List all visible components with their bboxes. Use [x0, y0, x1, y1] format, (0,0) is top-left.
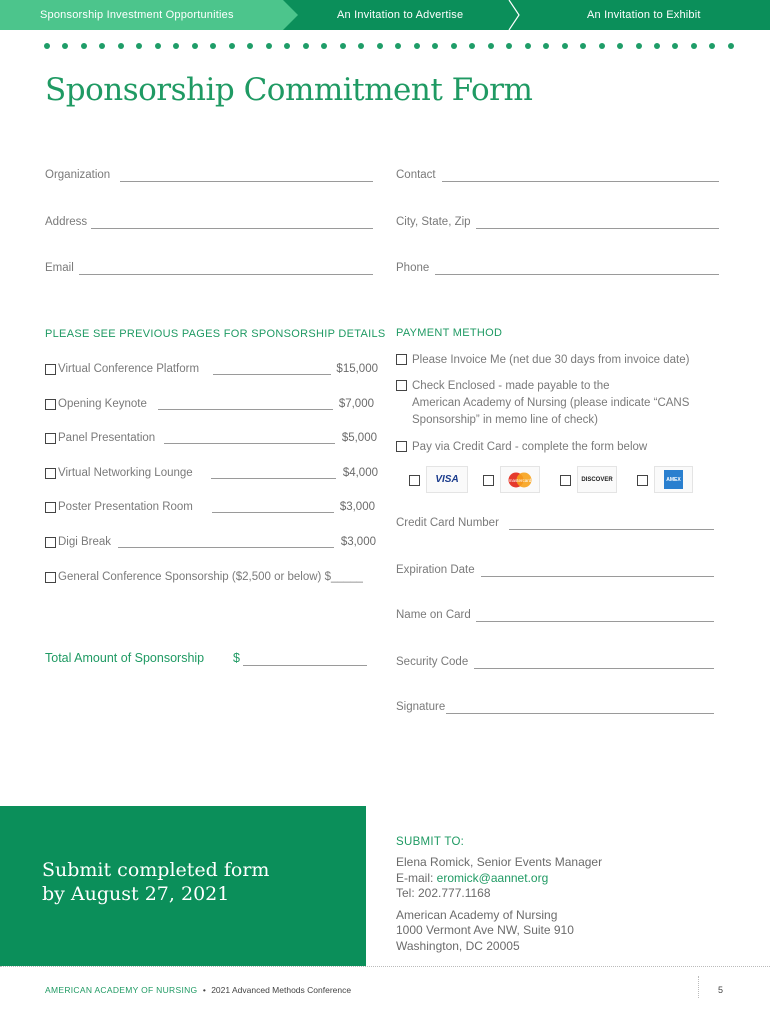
- submit-to-heading: SUBMIT TO:: [396, 836, 465, 848]
- visa-icon: VISA: [426, 466, 468, 493]
- tab-sponsorship-investment[interactable]: [0, 0, 283, 30]
- name-on-card-field[interactable]: [476, 621, 714, 622]
- check-label-line1: Check Enclosed - made payable to the: [412, 380, 610, 392]
- divider-dot: [173, 43, 179, 49]
- expiration-field[interactable]: [481, 576, 714, 577]
- footer-bullet: •: [202, 985, 206, 995]
- contact-label: Contact: [396, 169, 436, 181]
- footer-text: [45, 985, 351, 995]
- sponsorship-item-price: $3,000: [339, 501, 375, 513]
- divider-dot: [62, 43, 68, 49]
- divider-dot: [247, 43, 253, 49]
- svg-text:mastercard: mastercard: [508, 477, 532, 483]
- signature-label: Signature: [396, 701, 446, 713]
- contact-name: Elena Romick, Senior Events Manager: [396, 855, 603, 869]
- organization-label: Organization: [45, 169, 111, 181]
- tab-exhibit[interactable]: [587, 0, 701, 30]
- sponsorship-item-label: Poster Presentation Room: [58, 501, 193, 513]
- divider-dot: [543, 43, 549, 49]
- security-code-label: Security Code: [396, 656, 469, 668]
- divider-dot: [599, 43, 605, 49]
- payment-heading: PAYMENT METHOD: [396, 327, 503, 339]
- credit-card-checkbox[interactable]: [396, 441, 407, 452]
- sponsorship-heading: PLEASE SEE PREVIOUS PAGES FOR SPONSORSHIP DETAILS: [45, 328, 386, 340]
- divider-dot: [321, 43, 327, 49]
- page-number: 5: [718, 985, 724, 995]
- address-label: Address: [45, 216, 88, 228]
- divider-dot: [506, 43, 512, 49]
- check-label-line3: Sponsorship” in memo line of check): [412, 414, 598, 426]
- sponsorship-item-label: Virtual Networking Lounge: [58, 467, 193, 479]
- divider-dot: [562, 43, 568, 49]
- footer-page-divider: [698, 976, 699, 998]
- tab-label: An Invitation to Exhibit: [587, 9, 701, 21]
- submit-deadline-text: [42, 858, 269, 906]
- divider-dot: [691, 43, 697, 49]
- sponsorship-checkbox[interactable]: [45, 364, 56, 375]
- phone-label: Phone: [396, 262, 430, 274]
- sponsorship-item-line: [118, 547, 334, 548]
- divider-dot: [358, 43, 364, 49]
- contact-city: Washington, DC 20005: [396, 939, 520, 953]
- name-on-card-label: Name on Card: [396, 609, 471, 621]
- contact-street: 1000 Vermont Ave NW, Suite 910: [396, 923, 574, 937]
- sponsorship-item-price: $15,000: [336, 363, 378, 375]
- sponsorship-checkbox[interactable]: [45, 537, 56, 548]
- footer-divider: [0, 966, 770, 967]
- card-number-label: Credit Card Number: [396, 517, 499, 529]
- divider-dot: [377, 43, 383, 49]
- amex-checkbox[interactable]: [637, 475, 648, 486]
- mastercard-icon: [500, 466, 540, 493]
- divider-dot: [340, 43, 346, 49]
- sponsorship-item-line: [164, 443, 335, 444]
- contact-org: American Academy of Nursing: [396, 908, 558, 922]
- visa-checkbox[interactable]: [409, 475, 420, 486]
- sponsorship-item-label: Digi Break: [58, 536, 112, 548]
- contact-field[interactable]: [442, 181, 719, 182]
- divider-dot: [672, 43, 678, 49]
- sponsorship-checkbox[interactable]: [45, 468, 56, 479]
- divider-dot: [654, 43, 660, 49]
- phone-field[interactable]: [435, 274, 719, 275]
- invoice-checkbox[interactable]: [396, 354, 407, 365]
- divider-dot: [617, 43, 623, 49]
- sponsorship-item-label: Panel Presentation: [58, 432, 156, 444]
- check-checkbox[interactable]: [396, 380, 407, 391]
- divider-dot: [284, 43, 290, 49]
- tab-arrow: [283, 0, 298, 30]
- divider-dot: [488, 43, 494, 49]
- sponsorship-item-line: [158, 409, 333, 410]
- divider-dot: [451, 43, 457, 49]
- total-amount-field[interactable]: [243, 665, 367, 666]
- sponsorship-item-label: Opening Keynote: [58, 398, 147, 410]
- submit-deadline-line2: by August 27, 2021: [42, 883, 230, 905]
- dot-divider: [44, 43, 734, 53]
- divider-dot: [210, 43, 216, 49]
- amex-icon: AMEX: [654, 466, 693, 493]
- sponsorship-item-price: $7,000: [338, 398, 374, 410]
- invoice-label: Please Invoice Me (net due 30 days from invoice date): [412, 354, 690, 366]
- credit-card-label: Pay via Credit Card - complete the form below: [412, 441, 648, 453]
- discover-checkbox[interactable]: [560, 475, 571, 486]
- chevron-right-icon: [505, 0, 525, 30]
- check-label-line2: American Academy of Nursing (please indicate “CANS: [412, 397, 690, 409]
- page-title: Sponsorship Commitment Form: [45, 72, 533, 108]
- divider-dot: [136, 43, 142, 49]
- sponsorship-item-price: $3,000: [340, 536, 376, 548]
- city-state-zip-label: City, State, Zip: [396, 216, 471, 228]
- sponsorship-checkbox[interactable]: [45, 502, 56, 513]
- divider-dot: [469, 43, 475, 49]
- address-field[interactable]: [91, 228, 373, 229]
- divider-dot: [395, 43, 401, 49]
- footer-event: 2021 Advanced Methods Conference: [211, 985, 352, 995]
- divider-dot: [709, 43, 715, 49]
- tab-label: Sponsorship Investment Opportunities: [40, 9, 234, 21]
- footer-org: AMERICAN ACADEMY OF NURSING: [45, 985, 198, 995]
- sponsorship-checkbox[interactable]: [45, 399, 56, 410]
- sponsorship-item-line: [212, 512, 334, 513]
- email-link[interactable]: eromick@aannet.org: [436, 871, 549, 885]
- security-code-field[interactable]: [474, 668, 714, 669]
- top-tab-bar: [0, 0, 770, 30]
- contact-phone: Tel: 202.777.1168: [396, 886, 491, 900]
- divider-dot: [118, 43, 124, 49]
- sponsorship-item-label: Virtual Conference Platform: [58, 363, 200, 375]
- divider-dot: [192, 43, 198, 49]
- divider-dot: [414, 43, 420, 49]
- divider-dot: [432, 43, 438, 49]
- email-prefix: E-mail:: [396, 871, 437, 885]
- organization-field[interactable]: [120, 181, 373, 182]
- email-field[interactable]: [79, 274, 373, 275]
- divider-dot: [525, 43, 531, 49]
- total-amount-label: Total Amount of Sponsorship: [45, 651, 205, 665]
- divider-dot: [728, 43, 734, 49]
- submit-deadline-line1: Submit completed form: [42, 859, 270, 881]
- sponsorship-item-price: $4,000: [342, 467, 378, 479]
- divider-dot: [266, 43, 272, 49]
- divider-dot: [303, 43, 309, 49]
- card-number-field[interactable]: [509, 529, 714, 530]
- sponsorship-item-line: [211, 478, 336, 479]
- sponsorship-item-line: [213, 374, 331, 375]
- email-label: Email: [45, 262, 74, 274]
- sponsorship-checkbox[interactable]: [45, 433, 56, 444]
- general-sponsorship-checkbox[interactable]: [45, 572, 56, 583]
- divider-dot: [44, 43, 50, 49]
- tab-label: An Invitation to Advertise: [337, 9, 464, 21]
- expiration-label: Expiration Date: [396, 564, 475, 576]
- contact-email-line: [396, 871, 548, 887]
- general-sponsorship-label: General Conference Sponsorship ($2,500 or below) $_____: [58, 571, 363, 583]
- sponsorship-item-price: $5,000: [341, 432, 377, 444]
- discover-icon: DISCOVER: [577, 466, 617, 493]
- divider-dot: [81, 43, 87, 49]
- divider-dot: [155, 43, 161, 49]
- mastercard-checkbox[interactable]: [483, 475, 494, 486]
- divider-dot: [580, 43, 586, 49]
- tab-advertise[interactable]: [337, 0, 463, 30]
- total-currency: $: [233, 651, 240, 665]
- divider-dot: [229, 43, 235, 49]
- city-state-zip-field[interactable]: [476, 228, 719, 229]
- divider-dot: [636, 43, 642, 49]
- divider-dot: [99, 43, 105, 49]
- signature-field[interactable]: [446, 713, 714, 714]
